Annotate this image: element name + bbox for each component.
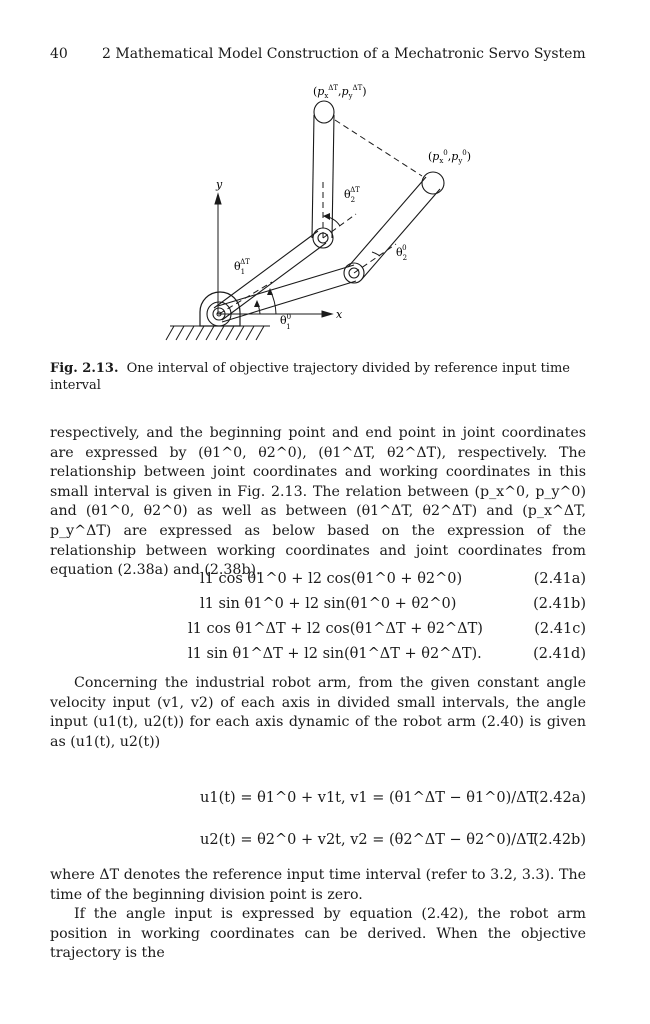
theta2-dT-label: $\theta_2\Delta T$ bbox=[344, 186, 360, 204]
paragraph-4: If the angle input is expressed by equation (2.42), the robot arm position in working coordinates can be derived. When the objective trajectory is the bbox=[50, 906, 586, 962]
robot-arm-figure bbox=[160, 80, 500, 360]
y-axis-label: y bbox=[216, 178, 223, 191]
ground-hatch bbox=[166, 326, 270, 340]
arm-config-dT bbox=[214, 101, 334, 320]
x-axis-label: x bbox=[336, 308, 343, 321]
paragraph-1: respectively, and the beginning point and end point in joint coordinates are expressed by (θ1^0, θ2^0), (θ1^ΔT, θ2^ΔT), respectively. The relationship between joint coordinates and working coordinates in this small interval is given in Fig. 2.13. The relation between (p_x^0, p_y^0) and (θ1^0, θ2^0) as well as between (θ1^ΔT, θ2^ΔT) and (p_x^ΔT, p_y^ΔT) are expressed as below based on the expression of the relationship between working coordinates and joint coordinates from equation (2.38a) and (2.38b). bbox=[50, 425, 586, 579]
theta2-0-label: $\theta_20$ bbox=[396, 244, 408, 262]
theta1-dT-label: $\theta_1\Delta T$ bbox=[234, 258, 250, 276]
equation-number-241d: (2.41d) bbox=[533, 646, 586, 662]
caption-text: One interval of objective trajectory divided by reference input time interval bbox=[50, 361, 570, 393]
equation-241a: l1 cos θ1^0 + l2 cos(θ1^0 + θ2^0) bbox=[200, 571, 463, 587]
equation-number-241c: (2.41c) bbox=[534, 621, 586, 637]
paragraph-3: where ΔT denotes the reference input time interval (refer to 3.2, 3.3). The time of the beginning division point is zero. bbox=[50, 867, 586, 903]
equation-number-241a: (2.41a) bbox=[533, 571, 586, 587]
arm-config-0 bbox=[218, 172, 444, 322]
theta1-0-label: $\theta^0$ 1 bbox=[280, 313, 292, 331]
equation-241b: l1 sin θ1^0 + l2 sin(θ1^0 + θ2^0) bbox=[200, 596, 457, 612]
page-number: 40 bbox=[50, 46, 68, 62]
caption-label: Fig. 2.13. bbox=[50, 361, 119, 376]
equation-242a: u1(t) = θ1^0 + v1t, v1 = (θ1^ΔT − θ1^0)/ΔT bbox=[200, 790, 537, 806]
equation-241c: l1 cos θ1^ΔT + l2 cos(θ1^ΔT + θ2^ΔT) bbox=[188, 621, 483, 637]
end-point-label: $(p_x^{\Delta T},p_y^{\Delta T})$ bbox=[313, 84, 367, 100]
equation-number-242a: (2.42a) bbox=[533, 790, 586, 806]
figure-caption bbox=[50, 360, 586, 394]
equation-241d: l1 sin θ1^ΔT + l2 sin(θ1^ΔT + θ2^ΔT). bbox=[188, 646, 482, 662]
start-point-label: $(p_x^0,p_y^0)$ bbox=[428, 149, 472, 165]
equation-number-241b: (2.41b) bbox=[533, 596, 586, 612]
equation-number-242b: (2.42b) bbox=[533, 832, 586, 848]
angle-arcs bbox=[257, 216, 380, 314]
robot-base bbox=[200, 292, 240, 326]
equation-242b: u2(t) = θ2^0 + v2t, v2 = (θ2^ΔT − θ2^0)/ΔT bbox=[200, 832, 537, 848]
paragraph-2: Concerning the industrial robot arm, from the given constant angle velocity input (v1, v2) of each axis in divided small intervals, the angle input (u1(t), u2(t)) for each axis dynamic of the robot arm (2.40) is given as (u1(t), u2(t)) bbox=[50, 675, 586, 750]
running-title: 2 Mathematical Model Construction of a Mechatronic Servo System bbox=[102, 46, 586, 62]
